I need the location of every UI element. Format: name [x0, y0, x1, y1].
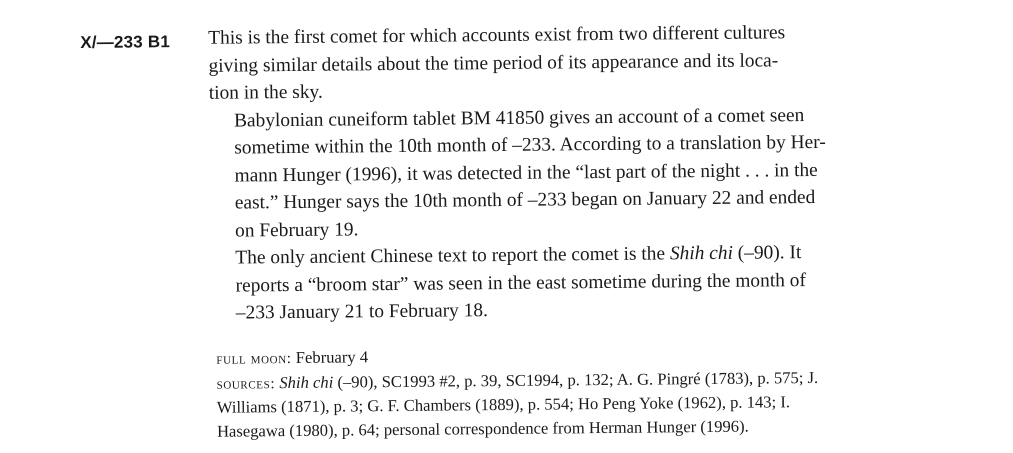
text-line: mann Hunger (1996), it was detected in the “last part of the night . . . in the [234, 159, 818, 187]
text-run: (–90), SC1993 #2, p. 39, SC1994, p. 132; A. G. Pingré (1783), p. 575; J. [333, 367, 819, 392]
text-run: The only ancient Chinese text to report the comet is the [235, 243, 670, 269]
text-line: on February 19. [234, 218, 359, 242]
text-line: Babylonian cuneiform tablet BM 41850 gives an account of a comet seen [233, 104, 805, 132]
paragraph-babylonian [209, 101, 910, 245]
text-line: –233 January 21 to February 18. [235, 300, 489, 324]
entry-body [208, 18, 911, 327]
text-line: giving similar details about the time period of its appearance and its loca- [208, 49, 779, 77]
text-run: (–90). It [732, 242, 802, 264]
paragraph-intro [208, 18, 909, 107]
full-moon-value: February 4 [291, 347, 369, 368]
text-line: tion in the sky. [208, 81, 323, 104]
sources-line: Hasegawa (1980), p. 64; personal correspondence from Herman Hunger (1996). [216, 416, 749, 441]
text-line: reports a “broom star” was seen in the east sometime during the month of [235, 269, 806, 297]
source-title-italic: Shih chi [669, 242, 734, 265]
paragraph-chinese [210, 238, 911, 327]
entry-notes [216, 340, 917, 443]
sources-line: Williams (1871), p. 3; G. F. Chambers (1889), p. 554; Ho Peng Yoke (1962), p. 143; I. [216, 392, 791, 417]
text-line: sometime within the 10th month of –233. According to a translation by Her- [234, 131, 826, 159]
source-title-italic: Shih chi [279, 372, 334, 392]
sources-label: sources: [216, 374, 276, 393]
text-line: east.” Hunger says the 10th month of –233 began on January 22 and ended [234, 186, 816, 214]
text-line: This is the first comet for which accounts exist from two different cultures [208, 22, 786, 49]
full-moon-label: full moon: [216, 350, 292, 368]
comet-designation: X/—233 B1 [80, 32, 171, 53]
